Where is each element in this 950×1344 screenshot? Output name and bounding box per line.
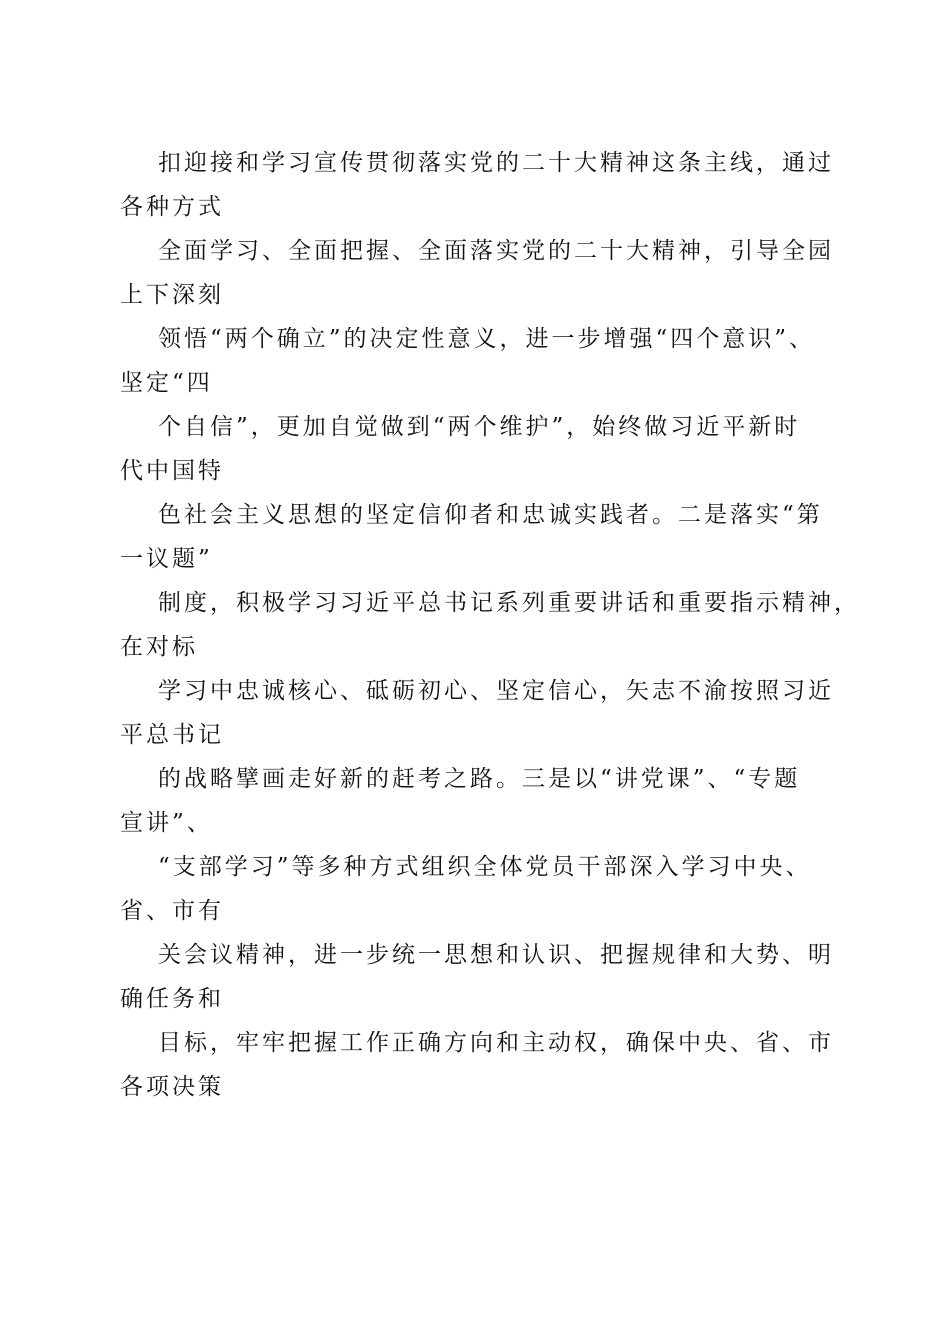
paragraph-line: 的战略擘画走好新的赶考之路。三是以“讲党课”、“专题: [158, 766, 801, 792]
paragraph-line: 宣讲”、: [120, 810, 213, 836]
paragraph-line: 上下深刻: [120, 282, 224, 308]
paragraph-line: 关会议精神，进一步统一思想和认识、把握规律和大势、明: [158, 942, 834, 968]
paragraph-line: 确任务和: [120, 986, 224, 1012]
paragraph-line: 领悟“两个确立”的决定性意义，进一步增强“四个意识”、: [158, 326, 816, 352]
paragraph-line: 在对标: [120, 634, 198, 660]
paragraph-line: 各项决策: [120, 1074, 224, 1100]
paragraph-line: 学习中忠诚核心、砥砺初心、坚定信心，矢志不渝按照习近: [158, 678, 834, 704]
paragraph-line: 目标，牢牢把握工作正确方向和主动权，确保中央、省、市: [158, 1030, 834, 1056]
paragraph-line: 代中国特: [120, 458, 224, 484]
paragraph-line: 各种方式: [120, 194, 224, 220]
paragraph-line: 色社会主义思想的坚定信仰者和忠诚实践者。二是落实“第: [158, 502, 823, 528]
paragraph-line: 全面学习、全面把握、全面落实党的二十大精神，引导全园: [158, 238, 834, 264]
paragraph-line: 一议题”: [120, 546, 213, 572]
paragraph-line: 个自信”，更加自觉做到“两个维护”，始终做习近平新时: [158, 414, 801, 440]
paragraph-line: 坚定“四: [120, 370, 213, 396]
paragraph-line: “支部学习”等多种方式组织全体党员干部深入学习中央、: [158, 854, 812, 880]
paragraph-line: 省、市有: [120, 898, 224, 924]
paragraph-line: 制度，积极学习习近平总书记系列重要讲话和重要指示精神，: [158, 590, 860, 616]
paragraph-line: 扣迎接和学习宣传贯彻落实党的二十大精神这条主线，通过: [158, 150, 834, 176]
paragraph-line: 平总书记: [120, 722, 224, 748]
